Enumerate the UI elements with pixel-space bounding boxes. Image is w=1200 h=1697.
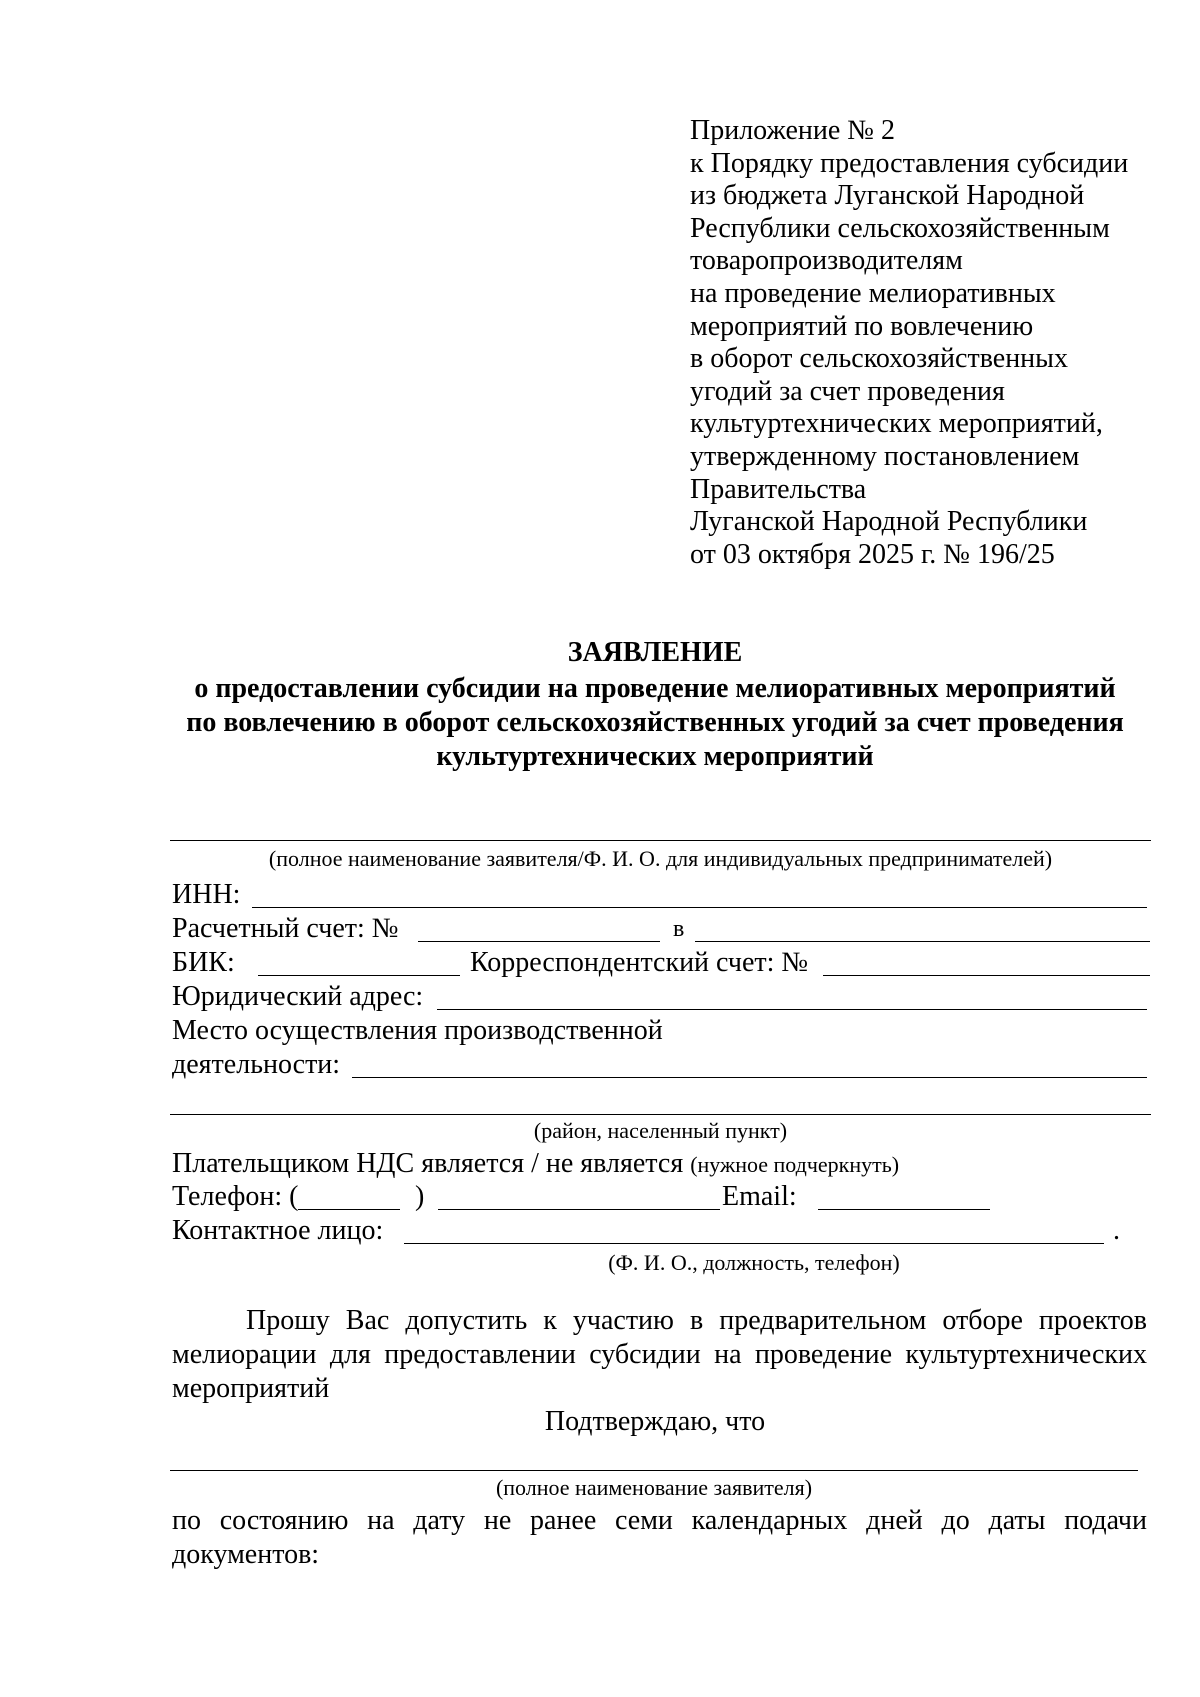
- appendix-line: мероприятий по вовлечению: [690, 310, 1034, 342]
- contact-field[interactable]: [404, 1243, 1104, 1244]
- district-note: (район, населенный пункт): [533, 1118, 788, 1143]
- appendix-line: от 03 октября 2025 г. № 196/25: [690, 538, 1055, 570]
- title-line-3: культуртехнических мероприятий: [436, 741, 874, 772]
- applicant-note: (полное наименование заявителя/Ф. И. О. для индивидуальных предпринимателей): [268, 846, 1053, 871]
- bank-name-field[interactable]: [695, 941, 1150, 942]
- appendix-line: товаропроизводителям: [690, 245, 963, 277]
- account-in-label: в: [673, 916, 685, 942]
- contact-label: Контактное лицо:: [172, 1215, 384, 1246]
- activity-label-2: деятельности:: [172, 1049, 341, 1080]
- vat-note: (нужное подчеркнуть): [690, 1152, 900, 1177]
- appendix-line: к Порядку предоставления субсидии: [690, 147, 1129, 179]
- vat-status: [172, 1148, 899, 1180]
- document-heading: ЗАЯВЛЕНИЕ: [567, 637, 743, 668]
- appendix-line: угодий за счет проведения: [690, 375, 1005, 407]
- title-line-1: о предоставлении субсидии на проведение мелиоративных мероприятий: [194, 673, 1116, 704]
- vat-text[interactable]: Плательщиком НДС является / не является: [172, 1148, 684, 1179]
- appendix-line: Приложение № 2: [690, 115, 895, 146]
- appendix-line: Республики сельскохозяйственным: [690, 212, 1110, 244]
- account-number-field[interactable]: [418, 941, 660, 942]
- appendix-line: в оборот сельскохозяйственных: [690, 343, 1068, 375]
- confirm-text: Подтверждаю, что: [544, 1406, 766, 1437]
- phone-code-field[interactable]: [298, 1209, 400, 1210]
- appendix-line: утвержденному постановлением: [690, 440, 1080, 472]
- contact-end-dot: .: [1113, 1215, 1120, 1246]
- corr-account-label: Корреспондентский счет: №: [470, 947, 809, 978]
- appendix-line: на проведение мелиоративных: [690, 277, 1056, 309]
- inn-label: ИНН:: [172, 879, 241, 910]
- appendix-line: из бюджета Луганской Народной: [690, 180, 1085, 212]
- inn-field[interactable]: [252, 907, 1147, 908]
- email-field[interactable]: [818, 1209, 990, 1210]
- activity-label-1: Место осуществления производственной: [172, 1015, 663, 1046]
- corr-account-field[interactable]: [823, 975, 1150, 976]
- appendix-block: [690, 115, 1170, 571]
- applicant-full-name-field[interactable]: [170, 1470, 1138, 1471]
- phone-close-paren: ): [415, 1181, 425, 1212]
- phone-label: Телефон: (: [172, 1181, 299, 1212]
- bik-field[interactable]: [258, 975, 460, 976]
- contact-note: (Ф. И. О., должность, телефон): [608, 1250, 900, 1275]
- phone-number-field[interactable]: [438, 1209, 720, 1210]
- title-line-2: по вовлечению в оборот сельскохозяйственных угодий за счет проведения: [186, 707, 1124, 738]
- bik-label: БИК:: [172, 947, 235, 978]
- applicant-name-field[interactable]: [170, 840, 1151, 841]
- status-paragraph: по состоянию на дату не ранее семи календарных дней до даты подачи документов:: [172, 1505, 1147, 1570]
- district-field[interactable]: [170, 1114, 1151, 1115]
- applicant-full-note: (полное наименование заявителя): [495, 1475, 813, 1500]
- activity-place-field[interactable]: [352, 1077, 1147, 1078]
- legal-address-label: Юридический адрес:: [172, 981, 424, 1012]
- appendix-line: культуртехнических мероприятий,: [690, 408, 1103, 440]
- request-paragraph: Прошу Вас допустить к участию в предварительном отборе проектов мелиорации для предоставлении субсидии на проведение культуртехнических мероприятий: [172, 1305, 1147, 1404]
- appendix-line: Правительства: [690, 473, 867, 505]
- email-label: Email:: [722, 1181, 797, 1212]
- appendix-line: Луганской Народной Республики: [690, 506, 1088, 538]
- account-label: Расчетный счет: №: [172, 913, 399, 944]
- legal-address-field[interactable]: [437, 1009, 1147, 1010]
